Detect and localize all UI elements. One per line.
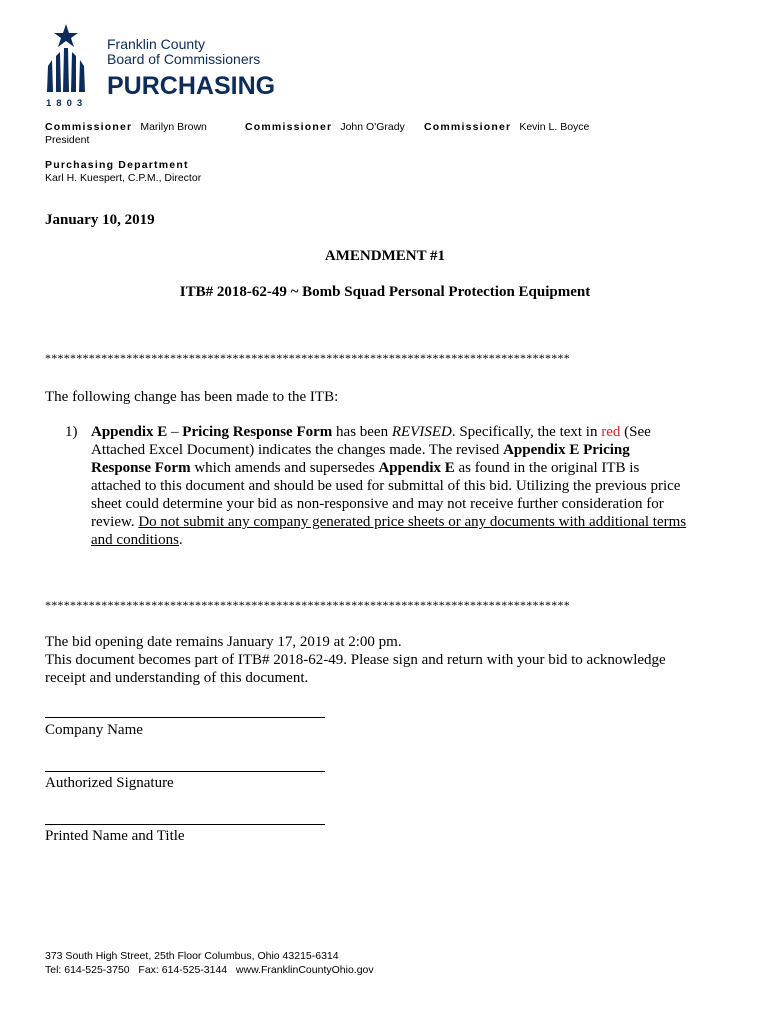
logo-year: 1803 [46,98,88,109]
footer-website-link[interactable]: www.FranklinCountyOhio.gov [235,964,374,976]
item-text: Appendix E – Pricing Response Form has been REVISED. Specifically, the text in red (See Attached Excel Document) indicates the changes made. The revised Appendix E Pricing Response Form which amends and supersedes Appendix E as found in the original ITB is attached to this document and should be used for submittal of this bid. Utilizing the previous price sheet could determine your bid as non-responsive and may not receive further consideration for review. Do not submit any company generated price sheets or any documents with additional terms and conditions. [91,424,687,548]
amendment-title: AMENDMENT #1 [324,248,446,264]
logo-department: PURCHASING [107,72,276,100]
signature-line[interactable] [45,771,325,772]
commissioner-title: Commissioner [245,121,333,133]
department-title: Purchasing Department [45,159,189,171]
acknowledge-text: This document becomes part of ITB# 2018-62-49. Please sign and return with your bid to acknowledge receipt and understanding of this document. [45,652,666,686]
county-logo-icon [42,22,90,102]
bid-opening-text: The bid opening date remains January 17, 2019 at 2:00 pm. [45,634,402,650]
commissioner-2 [245,121,405,133]
printed-name-label: Printed Name and Title [45,828,185,844]
company-name-line[interactable] [45,717,325,718]
footer-address: 373 South High Street, 25th Floor Columbus, Ohio 43215-6314 [45,950,339,962]
commissioner-1 [45,121,207,133]
warning-underlined: Do not submit any company generated price sheets or any documents with additional terms and conditions [91,514,687,548]
divider-top: ************************************************************************************ [45,351,570,365]
intro-text: The following change has been made to the ITB: [45,389,339,405]
commissioner-3 [424,121,589,133]
commissioner-title: Commissioner [424,121,512,133]
divider-bottom: ************************************************************************************ [45,598,570,612]
printed-name-line[interactable] [45,824,325,825]
logo-board-name: Board of Commissioners [107,51,261,67]
commissioner-name: Marilyn Brown [140,121,207,133]
commissioner-name: John O'Grady [340,121,405,133]
signature-label: Authorized Signature [45,775,174,791]
logo-county-name: Franklin County [107,36,206,52]
department-director: Karl H. Kuespert, C.P.M., Director [45,172,202,184]
document-date: January 10, 2019 [45,212,155,228]
footer-fax: Fax: 614-525-3144 [138,964,228,976]
commissioner-name: Kevin L. Boyce [519,121,590,133]
footer-tel: Tel: 614-525-3750 [45,964,130,976]
commissioner-role: President [45,134,90,146]
red-text-marker: red [601,424,621,440]
item-number: 1) [65,424,78,440]
company-name-label: Company Name [45,722,143,738]
itb-title: ITB# 2018-62-49 ~ Bomb Squad Personal Protection Equipment [179,284,591,300]
footer-contact [45,963,374,978]
commissioner-title: Commissioner [45,121,133,133]
